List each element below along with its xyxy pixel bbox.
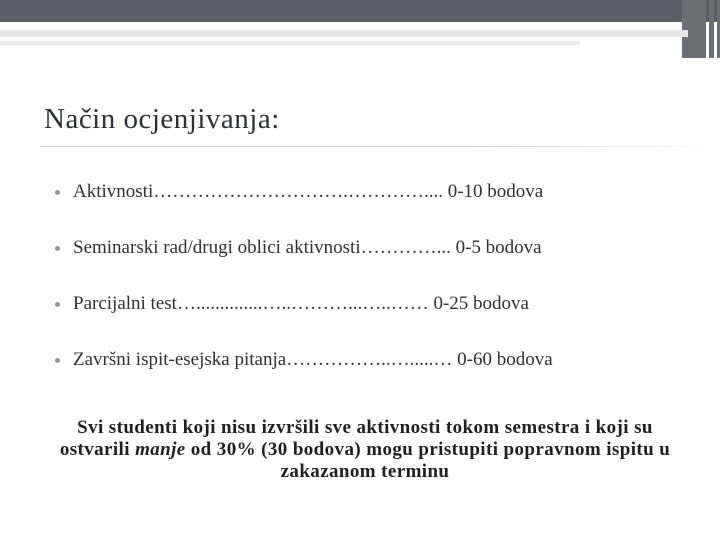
list-item: [52, 234, 662, 262]
list-item: [52, 290, 662, 318]
note-text-end: od 30% (30 bodova) mogu pristupiti popravnom ispitu u zakazanom terminu: [185, 439, 671, 482]
header-block: [682, 0, 706, 58]
header-block: [709, 0, 714, 58]
list-item-text: Aktivnosti………………………….………….... 0-10 bodova: [73, 181, 544, 202]
grading-list: [52, 178, 662, 402]
header-rule: [0, 30, 688, 37]
list-item: [52, 346, 662, 374]
retake-note: [40, 417, 690, 483]
slide-title: Način ocjenjivanja:: [44, 103, 280, 135]
note-emphasis: manje: [135, 439, 186, 460]
header-band: [0, 0, 720, 22]
list-item-text: Seminarski rad/drugi oblici aktivnosti…………... 0-5 bodova: [73, 237, 542, 258]
bullet-icon: [55, 246, 60, 251]
list-item: [52, 178, 662, 206]
bullet-icon: [55, 358, 60, 363]
header-blocks: [679, 0, 720, 58]
list-item-text: Završni ispit-esejska pitanja……………..….....… 0-60 bodova: [73, 349, 553, 370]
list-item-text: Parcijalni test…..............…..………...…..…… 0-25 bodova: [73, 293, 529, 314]
note-text: Svi studenti koji nisu izvršili sve aktivnosti tokom semestra i koji su ostvarili: [59, 417, 653, 460]
title-divider: [40, 146, 720, 147]
bullet-icon: [55, 190, 60, 195]
bullet-icon: [55, 302, 60, 307]
header-rule-secondary: [0, 41, 580, 45]
